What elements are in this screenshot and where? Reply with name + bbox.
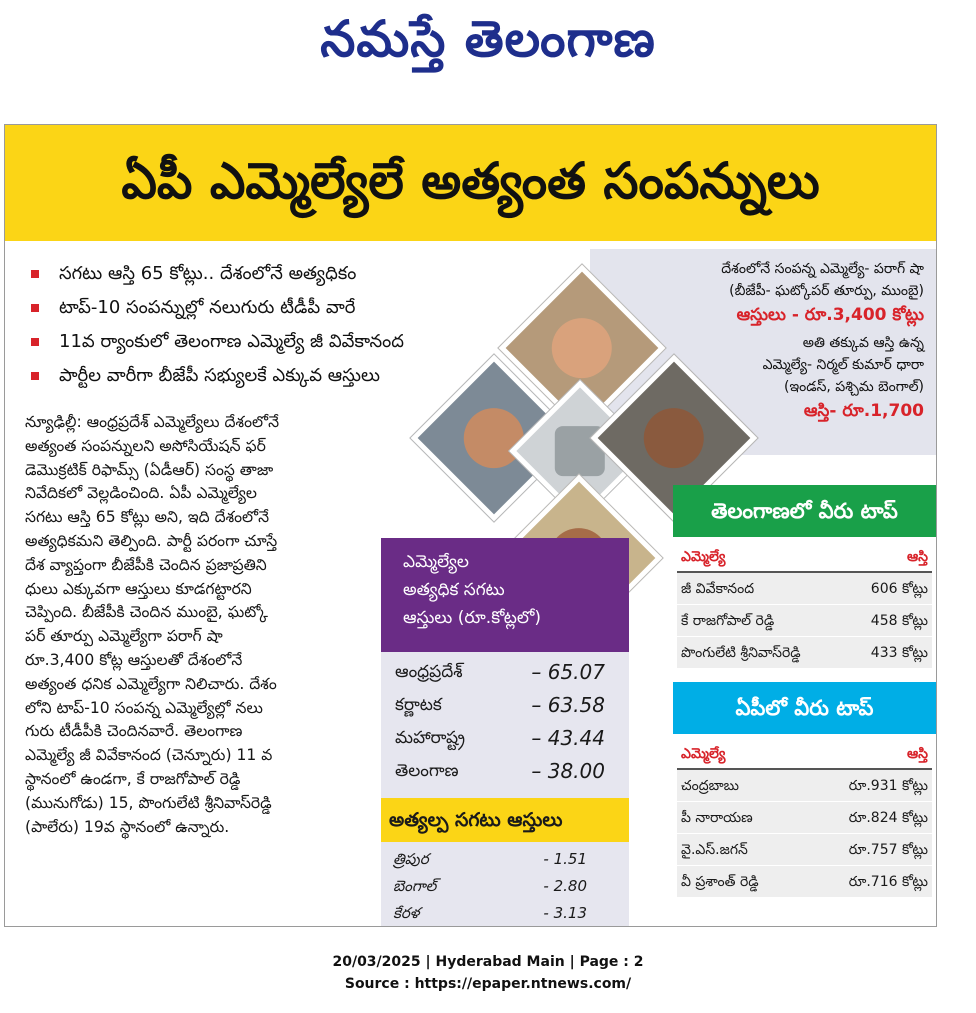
- article-line: ధులు ఎక్కువగా ఆస్తులు కూడగట్టారని: [25, 579, 252, 598]
- list-item: కర్ణాటక – 63.58: [395, 693, 605, 717]
- richest-line: (బీజేపీ- ఘట్కోపర్‌ తూర్పు, ముంబై): [729, 283, 924, 299]
- face-shape: [464, 408, 524, 468]
- list-item: బెంగాల్‌ - 2.80: [393, 877, 587, 895]
- telangana-top-panel: [673, 485, 936, 660]
- article-line: దేశ వ్యాప్తంగా బీజేపీకి చెందిన ప్రజాప్రతిని: [25, 555, 267, 574]
- article-line: చెప్పింది. బీజేపీకి చెందిన ముంబై, ఘట్కో: [25, 603, 268, 622]
- richest-line: (ఇండస్‌, పశ్చిమ బెంగాల్‌): [784, 379, 924, 395]
- bullet-item: 11వ ర్యాంకులో తెలంగాణ ఎమ్మెల్యే జీ వివేకానంద: [31, 325, 551, 359]
- headline-band: [5, 125, 936, 241]
- page-footer: [0, 951, 976, 995]
- average-assets-list: [381, 656, 629, 788]
- article-line: (పాలేరు) 19వ స్థానంలో ఉన్నారు.: [25, 817, 230, 836]
- list-item: కేరళ - 3.13: [393, 904, 587, 922]
- table-row: కే రాజగోపాల్‌ రెడ్డి 458 కోట్లు: [677, 605, 932, 637]
- bullet-square-icon: [31, 372, 39, 380]
- article-line: ఎమ్మెల్యే జీ వివేకానంద (చెన్నూరు) 11 వ: [25, 746, 273, 765]
- table-row: జీ వివేకానంద 606 కోట్లు: [677, 573, 932, 605]
- article-line: నివేదికలో వెల్లడించింది. ఏపీ ఎమ్మెల్యేల: [25, 484, 257, 503]
- list-item: త్రిపుర - 1.51: [393, 850, 587, 868]
- table-row: పొంగులేటి శ్రీనివాస్‌రెడ్డి 433 కోట్లు: [677, 637, 932, 669]
- ap-top-panel: [673, 682, 936, 904]
- article-line: పర్‌ తూర్పు ఎమ్మెల్యేగా పరాగ్‌ షా: [25, 627, 223, 646]
- article-line: న్యూఢిల్లీ: ఆంధ్రప్రదేశ్‌ ఎమ్మెల్యేలు దేశంలోనే: [25, 413, 280, 431]
- bullet-item: పార్టీల వారీగా బీజేపీ సభ్యులకే ఎక్కువ ఆస్తులు: [31, 359, 551, 393]
- table-header: ఎమ్మెల్యే ఆస్తి: [677, 541, 932, 573]
- lowest-asset: ఆస్తి- రూ.1,700: [803, 401, 924, 421]
- ap-top-title: ఏపీలో వీరు టాప్‌: [673, 682, 936, 734]
- list-item: తెలంగాణ – 38.00: [395, 759, 605, 783]
- list-item: ఆంధ్రప్రదేశ్‌ – 65.07: [395, 660, 605, 684]
- bullet-square-icon: [31, 338, 39, 346]
- news-clipping: [4, 124, 937, 927]
- lowest-average-title: అత్యల్ప సగటు ఆస్తులు: [381, 798, 629, 842]
- footer-source-link[interactable]: Source : https://epaper.ntnews.com/: [344, 976, 632, 992]
- ap-table: [677, 738, 932, 898]
- richest-line: అతి తక్కువ ఆస్తి ఉన్న: [802, 335, 924, 351]
- richest-asset: ఆస్తులు - రూ.3,400 కోట్లు: [736, 305, 924, 325]
- footer-date-edition: 20/03/2025 | Hyderabad Main | Page : 2: [332, 954, 644, 970]
- article-line: లోని టాప్‌-10 సంపన్న ఎమ్మెల్యేల్లో నలు: [25, 698, 263, 717]
- table-row: వై.ఎస్‌.జగన్‌ రూ.757 కోట్లు: [677, 834, 932, 866]
- list-item: మహారాష్ట్ర – 43.44: [395, 726, 605, 750]
- average-assets-box: [381, 538, 629, 927]
- richest-line: దేశంలోనే సంపన్న ఎమ్మెల్యే- పరాగ్‌ షా: [721, 261, 924, 277]
- headline: ఏపీ ఎమ్మెల్యేలే అత్యంత సంపన్నులు: [121, 152, 820, 210]
- table-row: వీ ప్రశాంత్‌ రెడ్డి రూ.716 కోట్లు: [677, 866, 932, 898]
- article-line: స్థానంలో ఉండగా, కే రాజగోపాల్‌ రెడ్డి: [25, 769, 241, 788]
- face-shape: [552, 318, 612, 378]
- table-row: చంద్రబాబు రూ.931 కోట్లు: [677, 770, 932, 802]
- article-line: అత్యంత సంపన్నులని అసోసియేషన్‌ ఫర్‌: [25, 436, 266, 455]
- average-assets-title: ఎమ్మెల్యేల అత్యధిక సగటు ఆస్తులు (రూ.కోట్లలో): [381, 538, 629, 652]
- article-line: రూ.3,400 కోట్ల ఆస్తులతో దేశంలోనే: [25, 650, 243, 669]
- bullet-item: టాప్‌-10 సంపన్నుల్లో నలుగురు టీడీపీ వారే: [31, 291, 551, 325]
- lowest-average-list: [381, 846, 629, 927]
- table-row: పీ నారాయణ రూ.824 కోట్లు: [677, 802, 932, 834]
- richest-line: ఎమ్మెల్యే- నిర్మల్‌ కుమార్‌ ధారా: [762, 357, 924, 373]
- article-line: డెమొక్రటిక్‌ రిఫామ్స్‌ (ఏడీఆర్‌) సంస్థ తాజా: [25, 460, 274, 479]
- article-line: గురు టీడీపీకి చెందినవారే. తెలంగాణ: [25, 722, 243, 741]
- bullet-square-icon: [31, 270, 39, 278]
- article-body: [25, 411, 385, 839]
- telangana-top-title: తెలంగాణలో వీరు టాప్‌: [673, 485, 936, 537]
- bullet-square-icon: [31, 304, 39, 312]
- article-line: (మునుగోడు) 15, పొంగులేటి శ్రీనివాస్‌రెడ్డి: [25, 793, 272, 812]
- bullet-item: సగటు ఆస్తి 65 కోట్లు.. దేశంలోనే అత్యధికం: [31, 257, 551, 291]
- article-line: అత్యధికమని తెల్పింది. పార్టీ పరంగా చూస్తే: [25, 531, 278, 550]
- newspaper-masthead: నమస్తే తెలంగాణ: [320, 9, 656, 68]
- telangana-table: [677, 541, 932, 669]
- article-line: సగటు ఆస్తి 65 కోట్లు అని, ఇది దేశంలోనే: [25, 508, 270, 527]
- article-line: అత్యంత ధనిక ఎమ్మెల్యేగా నిలిచారు. దేశం: [25, 674, 277, 693]
- face-shape: [644, 408, 704, 468]
- table-header: ఎమ్మెల్యే ఆస్తి: [677, 738, 932, 770]
